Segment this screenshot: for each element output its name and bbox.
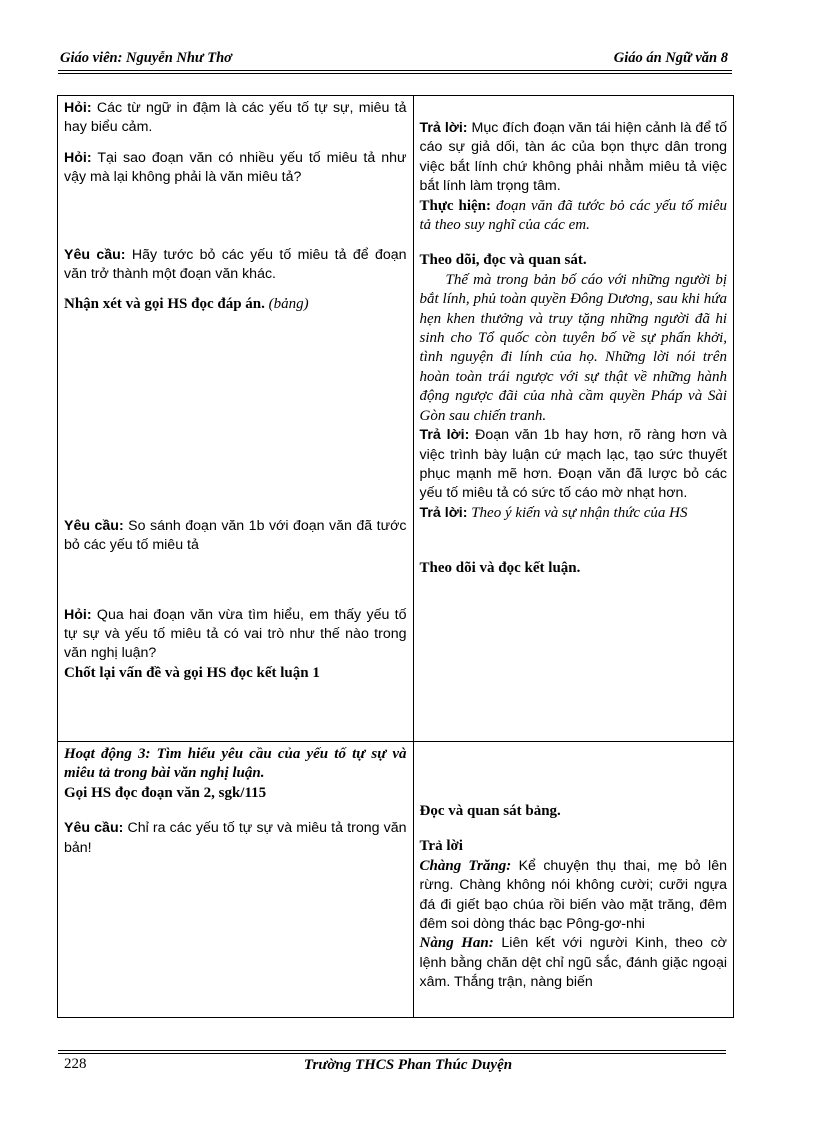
teacher-column-cell	[58, 96, 414, 742]
page-header	[58, 48, 730, 68]
answer-1: Trả lời: Mục đích đoạn văn tái hiện cảnh là để tố cáo sự giả dối, tàn ác của bọn thực dân trong việc bắt lính chứ không phải nhằm miêu tả việc bắt lính làm trọng tâm.	[419, 120, 727, 195]
conclusion-instruction: Chốt lại vấn đề và gọi HS đọc kết luận 1	[64, 664, 320, 681]
follow-instruction-1: Theo dõi, đọc và quan sát.	[419, 252, 587, 269]
revised-passage: Thế mà trong bản bố cáo với những người bị bắt lính, phủ toàn quyền Đông Dương, sau khi hứa hẹn khen thưởng và truy tặng những người đã hi sinh cho Tổ quốc còn tuyên bố về sự phấn khởi, tình nguyện đi lính của họ. Những lời nói trên hoàn toàn trái ngược với sự thật về những hành động ngược đãi của nhà cầm quyền Pháp và Sài Gòn sau chiến tranh.	[419, 271, 727, 424]
question-2: Hỏi: Tại sao đoạn văn có nhiều yếu tố miêu tả như vậy mà lại không phải là văn miêu tả?	[64, 149, 407, 186]
page-number: 228	[64, 1056, 87, 1072]
nang-han-answer: Nàng Han: Liên kết với người Kinh, theo cờ lệnh bằng chăn dệt chỉ ngũ sắc, đánh giặc ngoại xâm. Thắng trận, nàng biến	[419, 935, 727, 991]
header-subject: Giáo án Ngữ văn 8	[613, 50, 728, 66]
read-instruction: Gọi HS đọc đoạn văn 2, sgk/115	[64, 784, 267, 801]
follow-instruction-2: Theo dõi và đọc kết luận.	[419, 560, 581, 577]
activity-title: Hoạt động 3: Tìm hiểu yêu cầu của yếu tố tự sự và miêu tả trong bài văn nghị luận.	[64, 746, 407, 782]
answer-3: Trả lời: Theo ý kiến và sự nhận thức của HS	[419, 504, 688, 521]
teacher-column-cell	[58, 742, 414, 1018]
student-column-cell	[413, 96, 733, 742]
practice: Thực hiện: đoạn văn đã tước bỏ các yếu tố miêu tả theo suy nghĩ của các em.	[419, 197, 727, 234]
answer-heading: Trả lời	[419, 838, 463, 855]
request-2: Yêu cầu: So sánh đoạn văn 1b với đoạn văn đã tước bỏ các yếu tố miêu tả	[64, 517, 407, 554]
header-rule	[58, 70, 732, 71]
chang-trang-answer: Chàng Trăng: Kể chuyện thụ thai, mẹ bỏ lên rừng. Chàng không nói không cười; cưỡi ngựa đá đi giết bạo chúa rồi biến vào mặt trăng, đêm đêm soi dòng thác bạc Pông-gơ-nhi	[419, 857, 727, 933]
question-3: Hỏi: Qua hai đoạn văn vừa tìm hiểu, em thấy yếu tố tự sự và yếu tố miêu tả có vai trò như thế nào trong văn nghị luận?	[64, 606, 407, 662]
header-teacher: Giáo viên: Nguyễn Như Thơ	[60, 50, 232, 66]
footer-school: Trường THCS Phan Thúc Duyện	[303, 1057, 513, 1073]
question-1: Hỏi: Các từ ngữ in đậm là các yếu tố tự sự, miêu tả hay biểu cảm.	[64, 100, 407, 136]
request-3: Yêu cầu: Chỉ ra các yếu tố tự sự và miêu tả trong văn bản!	[64, 820, 407, 856]
review-note: Nhận xét và gọi HS đọc đáp án. (bảng)	[64, 296, 309, 313]
table-row	[58, 96, 734, 742]
answer-2: Trả lời: Đoạn văn 1b hay hơn, rõ ràng hơn và việc trình bày luận cứ mạch lạc, tạo sức thuyết phục mạnh mẽ hơn. Đoạn văn đã lược bỏ các yếu tố miêu tả có sức tố cáo mờ nhạt hơn.	[419, 427, 728, 502]
header-rule-thin	[58, 73, 732, 74]
footer-rule	[58, 1053, 726, 1054]
student-column-cell	[413, 742, 733, 1018]
table-row	[58, 742, 734, 1018]
footer-rule-thin	[58, 1050, 726, 1051]
request-1: Yêu cầu: Hãy tước bỏ các yếu tố miêu tả để đoạn văn trở thành một đoạn văn khác.	[64, 246, 407, 283]
observe-instruction: Đọc và quan sát bảng.	[419, 803, 561, 819]
lesson-table	[57, 95, 734, 1018]
